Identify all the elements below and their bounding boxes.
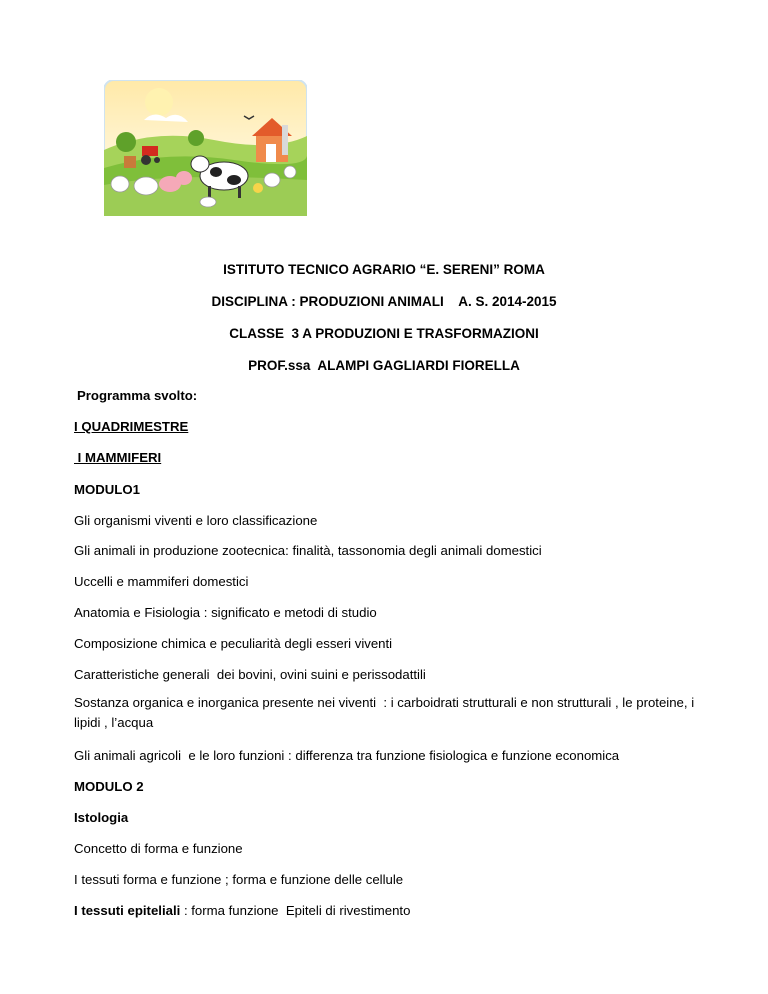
school-name: ISTITUTO TECNICO AGRARIO “E. SERENI” ROMA	[223, 262, 545, 277]
teacher-line: PROF.ssa ALAMPI GAGLIARDI FIORELLA	[248, 358, 520, 373]
module2-subtitle: Istologia	[74, 810, 129, 825]
list-item: Caratteristiche generali dei bovini, ovini suini e perissodattili	[74, 667, 426, 682]
list-item: Gli animali agricoli e le loro funzioni : differenza tra funzione fisiologica e funzione economica	[74, 748, 620, 763]
program-label: Programma svolto:	[77, 388, 198, 403]
section-heading: I MAMMIFERI	[74, 450, 162, 465]
module2-title: MODULO 2	[74, 779, 144, 794]
module1-title: MODULO1	[74, 482, 140, 497]
discipline-line: DISCIPLINA : PRODUZIONI ANIMALI A. S. 2014-2015	[211, 294, 557, 309]
epithelial-tissue-text: : forma funzione Epiteli di rivestimento	[180, 903, 411, 918]
list-item: Sostanza organica e inorganica presente nei viventi : i carboidrati strutturali e non strutturali , le proteine, i lipidi , l’acqua	[74, 695, 698, 730]
list-item: Gli organismi viventi e loro classificazione	[74, 513, 318, 528]
list-item	[74, 903, 410, 918]
list-item: Composizione chimica e peculiarità degli esseri viventi	[74, 636, 393, 651]
epithelial-tissue-label: I tessuti epiteliali	[74, 903, 181, 918]
list-item: Gli animali in produzione zootecnica: finalità, tassonomia degli animali domestici	[74, 543, 542, 558]
list-item: Uccelli e mammiferi domestici	[74, 574, 249, 589]
farm-animals-illustration	[104, 80, 307, 216]
list-item: Concetto di forma e funzione	[74, 841, 243, 856]
class-line: CLASSE 3 A PRODUZIONI E TRASFORMAZIONI	[229, 326, 539, 341]
list-item: Anatomia e Fisiologia : significato e metodi di studio	[74, 605, 377, 620]
list-item: I tessuti forma e funzione ; forma e funzione delle cellule	[74, 872, 404, 887]
term-heading: I QUADRIMESTRE	[74, 419, 189, 434]
